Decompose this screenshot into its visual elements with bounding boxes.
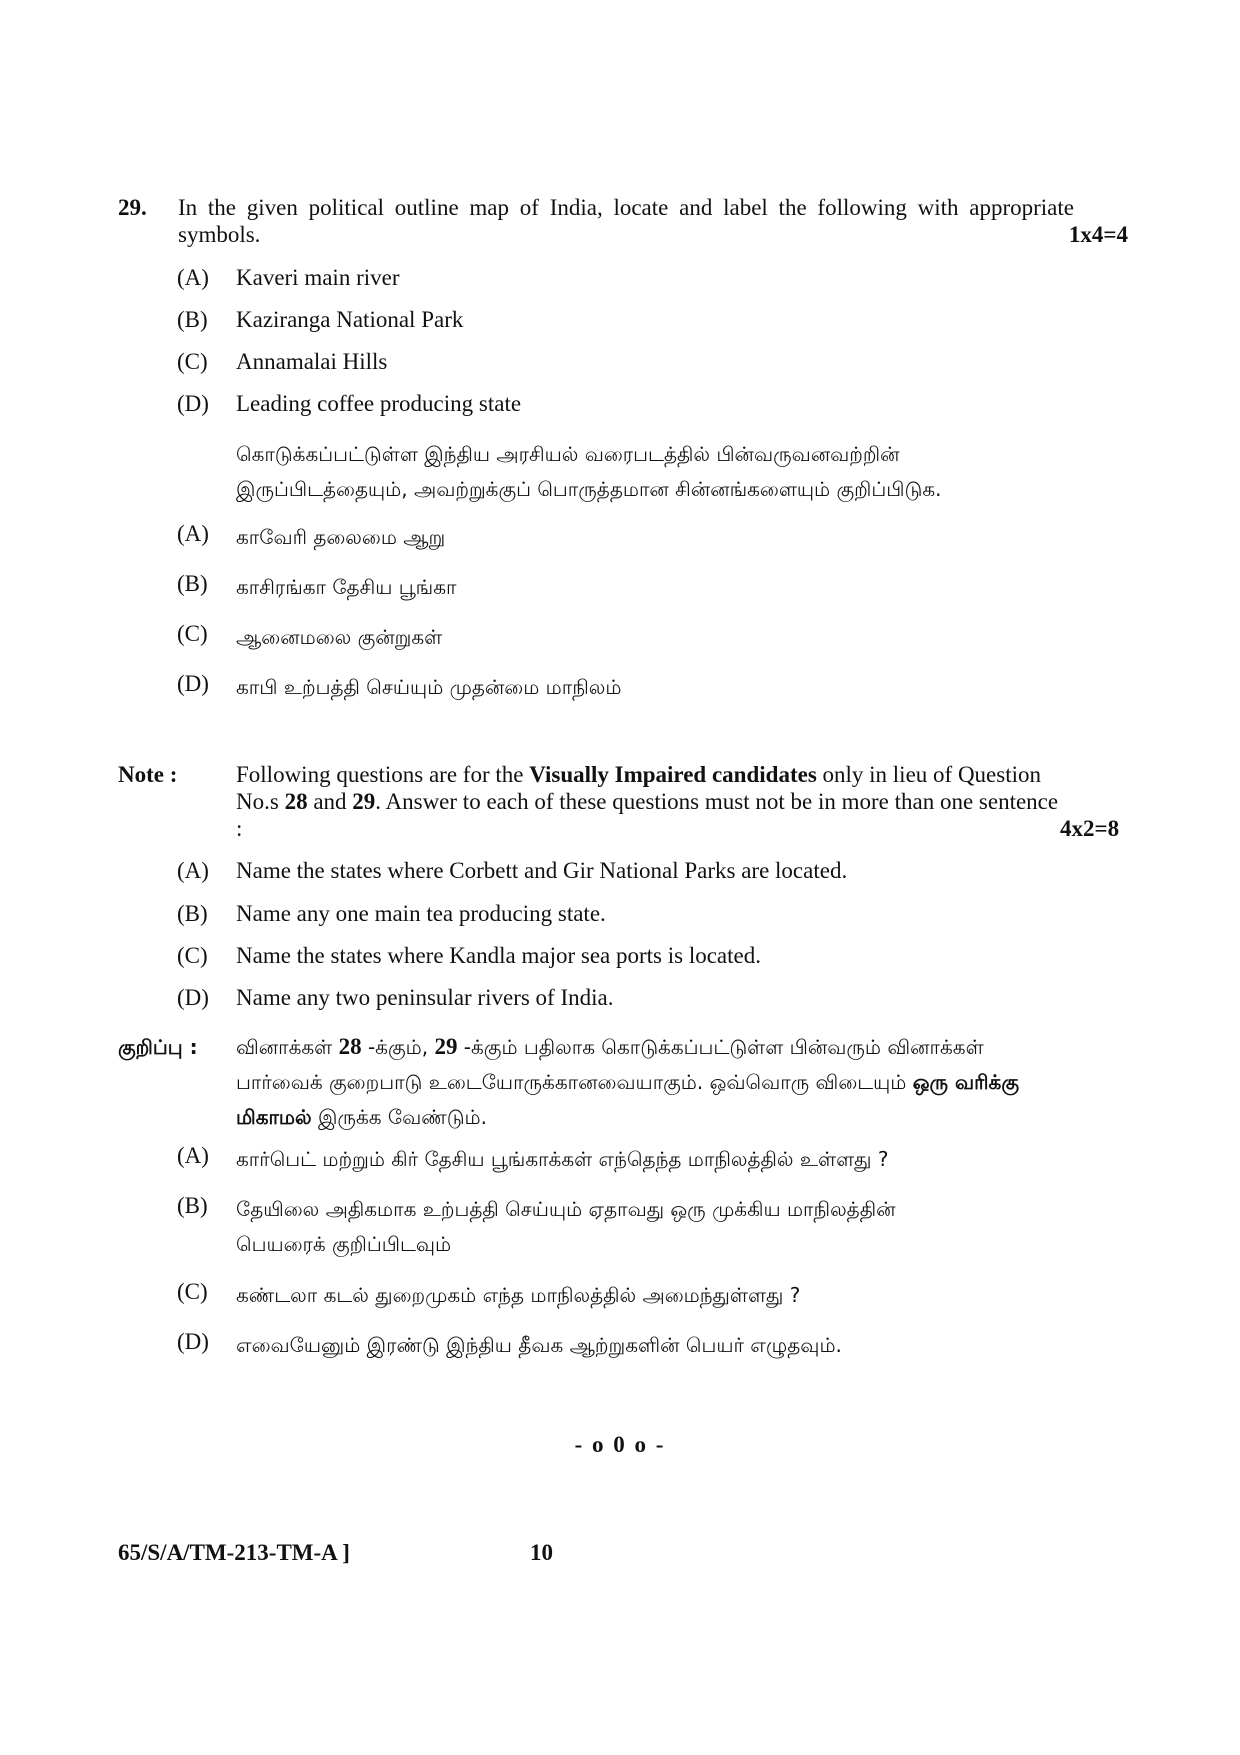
note-text-tamil bbox=[236, 1030, 1066, 1135]
item-label: (D) bbox=[177, 1329, 209, 1354]
item-text: Leading coffee producing state bbox=[236, 391, 522, 416]
paper-code: 65/S/A/TM-213-TM-A ] bbox=[118, 1540, 350, 1565]
note-text-part: only in lieu of Question No.s bbox=[236, 762, 1041, 814]
item-label: (A) bbox=[177, 858, 209, 883]
item-label: (B) bbox=[177, 571, 208, 596]
item-label: (B) bbox=[177, 1193, 208, 1218]
note-marks: 4x2=8 bbox=[1060, 816, 1120, 841]
item-text: காபி உற்பத்தி செய்யும் முதன்மை மாநிலம் bbox=[236, 675, 622, 699]
item-label: (B) bbox=[177, 901, 208, 926]
note-text-part: -க்கும், bbox=[361, 1035, 435, 1059]
item-label: (A) bbox=[177, 1143, 209, 1168]
item-label: (D) bbox=[177, 391, 209, 416]
note-bold-part: 28 bbox=[284, 789, 308, 814]
item-text: எவையேனும் இரண்டு இந்திய தீவக ஆற்றுகளின் பெயர் எழுதவும். bbox=[236, 1333, 842, 1357]
note-text bbox=[236, 761, 1066, 842]
item-label: (C) bbox=[177, 1279, 208, 1304]
page-number: 10 bbox=[530, 1540, 553, 1565]
item-text: Name any one main tea producing state. bbox=[236, 901, 606, 926]
item-label: (D) bbox=[177, 985, 209, 1010]
item-text: கண்டலா கடல் துறைமுகம் எந்த மாநிலத்தில் அமைந்துள்ளது ? bbox=[236, 1283, 801, 1307]
note-bold-part: 29 bbox=[352, 789, 376, 814]
question-text-tamil: கொடுக்கப்பட்டுள்ள இந்திய அரசியல் வரைபடத்தில் பின்வருவனவற்றின் இருப்பிடத்தையும், அவற்றுக்குப் பொருத்தமான சின்னங்களையும் குறிப்பிடுக. bbox=[236, 442, 942, 501]
item-text: காவேரி தலைமை ஆறு bbox=[236, 525, 446, 549]
note-bold-part: Visually Impaired candidates bbox=[529, 762, 817, 787]
note-text-part: Following questions are for the bbox=[236, 762, 530, 787]
note-text-part: இருக்க வேண்டும். bbox=[311, 1105, 488, 1129]
item-text: Name the states where Corbett and Gir National Parks are located. bbox=[236, 858, 848, 883]
note-text-part: . Answer to each of these questions must not be in more than one sentence : bbox=[236, 789, 1059, 841]
item-label: (D) bbox=[177, 671, 209, 696]
item-text: Annamalai Hills bbox=[236, 349, 388, 374]
question-marks: 1x4=4 bbox=[1068, 222, 1128, 247]
end-of-paper-mark: - o 0 o - bbox=[574, 1432, 666, 1457]
item-label: (B) bbox=[177, 307, 208, 332]
item-text: Name the states where Kandla major sea ports is located. bbox=[236, 943, 761, 968]
item-label: (A) bbox=[177, 521, 209, 546]
item-label: (C) bbox=[177, 349, 208, 374]
note-bold-part: ஒரு வரிக்கு மிகாமல் bbox=[236, 1070, 1020, 1129]
question-number: 29. bbox=[118, 195, 147, 220]
question-text: In the given political outline map of India, locate and label the following with appropriate symbols. bbox=[178, 195, 1074, 247]
note-text-part: and bbox=[307, 789, 353, 814]
item-text: தேயிலை அதிகமாக உற்பத்தி செய்யும் ஏதாவது ஒரு முக்கிய மாநிலத்தின் bbox=[236, 1197, 896, 1221]
note-text-part: வினாக்கள் bbox=[236, 1035, 339, 1059]
list-item bbox=[177, 1192, 1077, 1262]
item-label: (C) bbox=[177, 621, 208, 646]
item-text: Kaveri main river bbox=[236, 265, 400, 290]
item-text: ஆனைமலை குன்றுகள் bbox=[236, 625, 443, 649]
note-label-tamil: குறிப்பு : bbox=[118, 1035, 198, 1059]
question-29 bbox=[118, 194, 1128, 254]
item-text: கார்பெட் மற்றும் கிர் தேசிய பூங்காக்கள் எந்தெந்த மாநிலத்தில் உள்ளது ? bbox=[236, 1147, 889, 1171]
note-text-part: -க்கும் பதிலாக கொடுக்கப்பட்டுள்ள பின்வரும் வினாக்கள் பார்வைக் குறைபாடு உடையோருக்கானவையாகும். ஒவ்வொரு விடையும் bbox=[236, 1035, 984, 1094]
note-bold-part: 29 bbox=[434, 1034, 458, 1059]
item-label: (C) bbox=[177, 943, 208, 968]
note-label: Note : bbox=[118, 762, 178, 787]
item-label: (A) bbox=[177, 265, 209, 290]
item-text: Name any two peninsular rivers of India. bbox=[236, 985, 614, 1010]
item-text: பெயரைக் குறிப்பிடவும் bbox=[236, 1232, 452, 1256]
item-text: Kaziranga National Park bbox=[236, 307, 464, 332]
note-bold-part: 28 bbox=[338, 1034, 362, 1059]
item-text: காசிரங்கா தேசிய பூங்கா bbox=[236, 575, 457, 599]
